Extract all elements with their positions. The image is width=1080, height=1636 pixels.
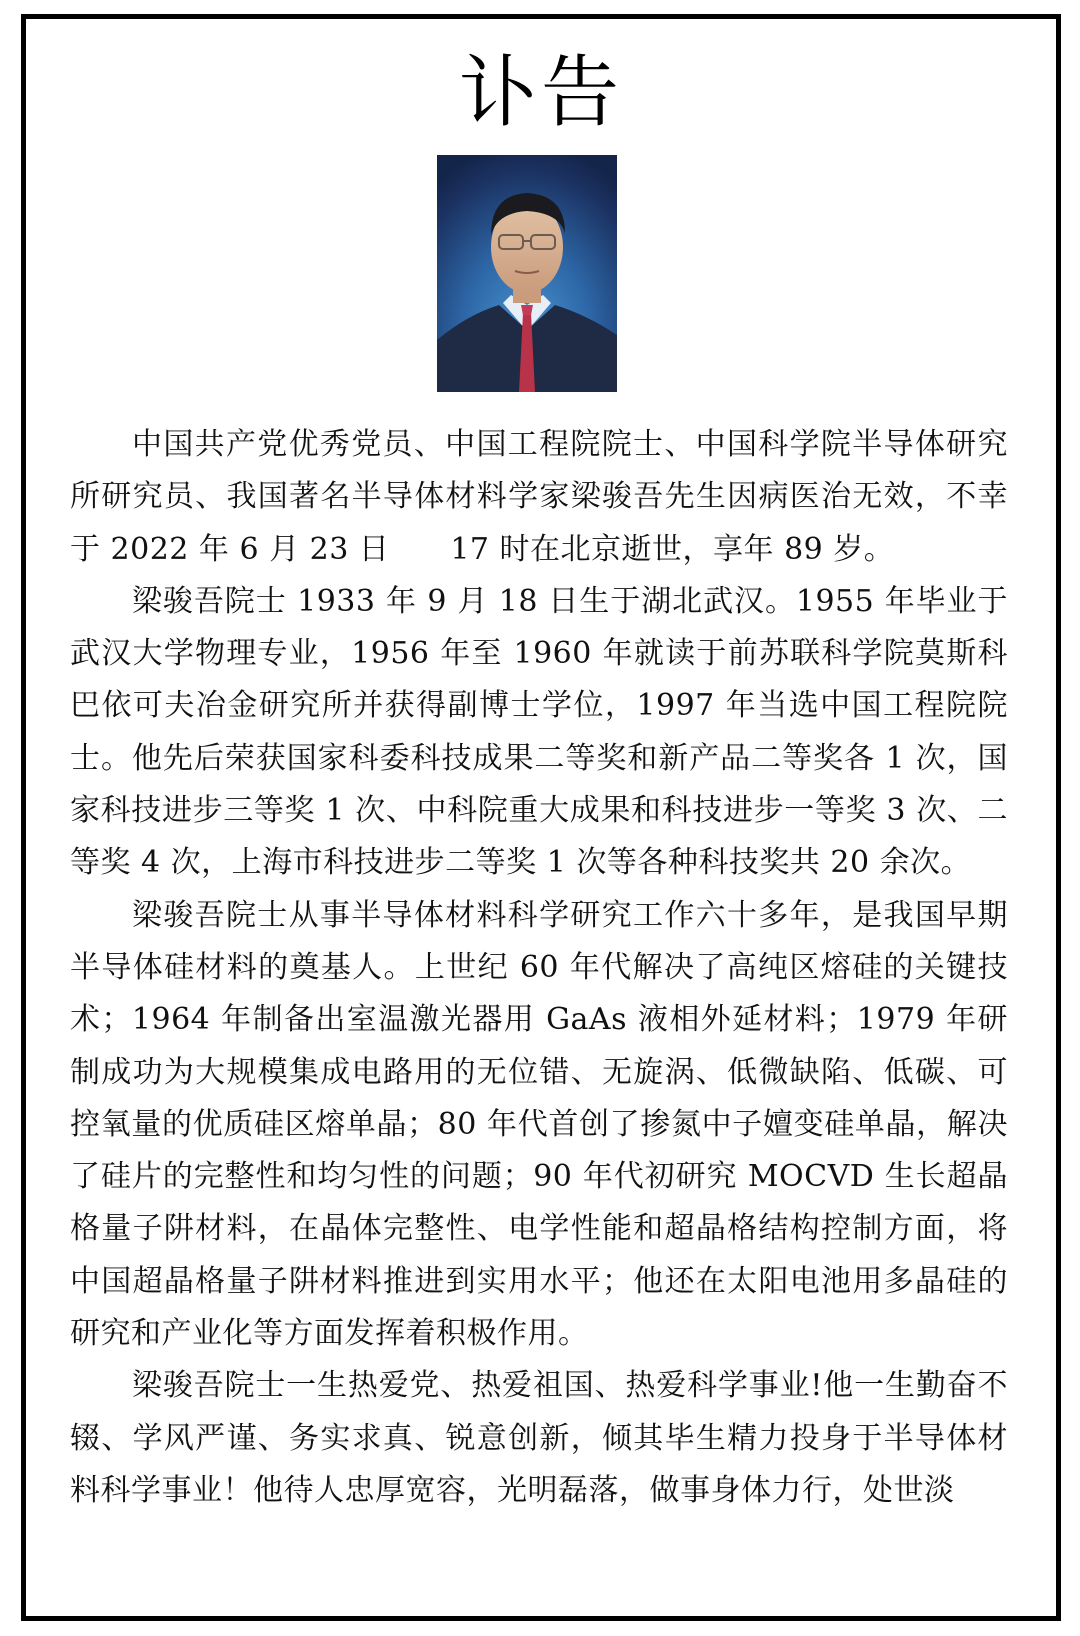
paragraph-announcement: 中国共产党优秀党员、中国工程院院士、中国科学院半导体研究所研究员、我国著名半导体材料学家梁骏吾先生因病医治无效，不幸于 2022 年 6 月 23 日 17 时在北京逝世，享年 89 岁。 bbox=[70, 427, 1008, 567]
obituary-body bbox=[70, 419, 1008, 1517]
paragraph-biography: 梁骏吾院士 1933 年 9 月 18 日生于湖北武汉。1955 年毕业于武汉大学物理专业，1956 年至 1960 年就读于前苏联科学院莫斯科巴依可夫冶金研究所并获得副博士学位，1997 年当选中国工程院院士。他先后荣获国家科委科技成果二等奖和新产品二等奖各 1 次，国家科技进步三等奖 1 次、中科院重大成果和科技进步一等奖 3 次、二等奖 4 次，上海市科技进步二等奖 1 次等各种科技奖共 20 余次。 bbox=[70, 583, 1008, 881]
portrait-photo bbox=[437, 155, 617, 392]
obituary-title: 讣告 bbox=[458, 48, 623, 138]
portrait-illustration bbox=[437, 155, 617, 392]
obituary-frame bbox=[21, 14, 1061, 1621]
paragraph-character: 梁骏吾院士一生热爱党、热爱祖国、热爱科学事业!他一生勤奋不辍、学风严谨、务实求真、锐意创新，倾其毕生精力投身于半导体材料科学事业！他待人忠厚宽容，光明磊落，做事身体力行，处世淡 bbox=[70, 1368, 1008, 1508]
paragraph-research: 梁骏吾院士从事半导体材料科学研究工作六十多年，是我国早期半导体硅材料的奠基人。上世纪 60 年代解决了高纯区熔硅的关键技术；1964 年制备出室温激光器用 GaAs 液相外延材料；1979 年研制成功为大规模集成电路用的无位错、无旋涡、低微缺陷、低碳、可控氧量的优质硅区熔单晶；80 年代首创了掺氮中子嬗变硅单晶，解决了硅片的完整性和均匀性的问题；90 年代初研究 MOCVD 生长超晶格量子阱材料，在晶体完整性、电学性能和超晶格结构控制方面，将中国超晶格量子阱材料推进到实用水平；他还在太阳电池用多晶硅的研究和产业化等方面发挥着积极作用。 bbox=[70, 897, 1008, 1352]
